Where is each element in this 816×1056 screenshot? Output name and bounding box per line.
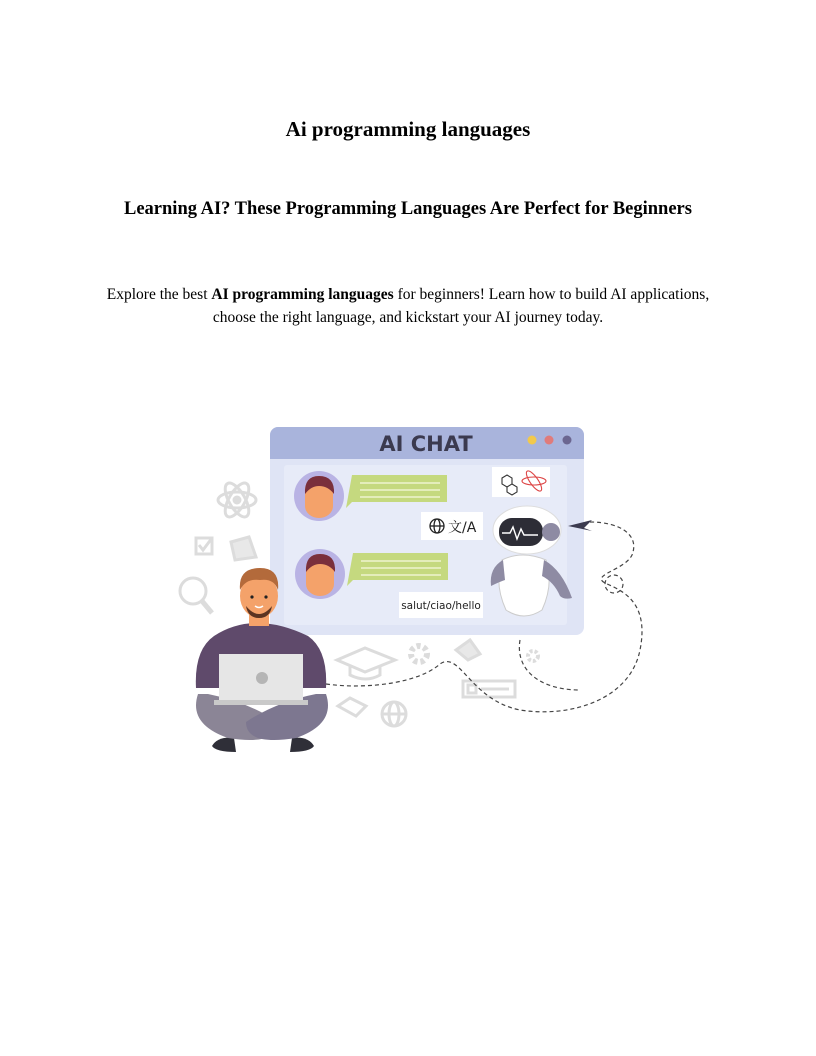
intro-bold-keyword: AI programming languages: [211, 286, 394, 303]
chat-window-title: AI CHAT: [379, 432, 473, 456]
intro-text-after: for beginners! Learn how to build AI applications, choose the right language, and kickstart your AI journey today.: [212, 286, 710, 326]
intro-text-before: Explore the best: [106, 286, 212, 303]
atom-icon: [218, 480, 256, 521]
form-icon: [463, 681, 515, 697]
language-icon-text: 文/A: [448, 520, 477, 536]
pin-icon: [456, 640, 480, 660]
folder-icon: [231, 537, 256, 560]
window-dot-yellow: [528, 436, 537, 445]
magnifier-icon: [180, 578, 212, 613]
checkbox-icon: [196, 538, 212, 554]
page-title: Ai programming languages: [285, 117, 531, 141]
page-subtitle: Learning AI? These Programming Languages Are Perfect for Beginners: [124, 199, 692, 219]
graduation-cap-icon: [337, 648, 395, 679]
translate-card: [421, 512, 483, 540]
satellite-icon: [338, 698, 366, 716]
translation-bubble-text: salut/ciao/hello: [401, 600, 481, 612]
intro-paragraph: [100, 283, 716, 329]
globe-icon: [382, 702, 406, 726]
window-dot-purple: [563, 436, 572, 445]
ai-chat-illustration: [170, 420, 650, 770]
window-dot-red: [545, 436, 554, 445]
molecule-card: [492, 467, 550, 497]
translation-bubble: [399, 592, 483, 618]
